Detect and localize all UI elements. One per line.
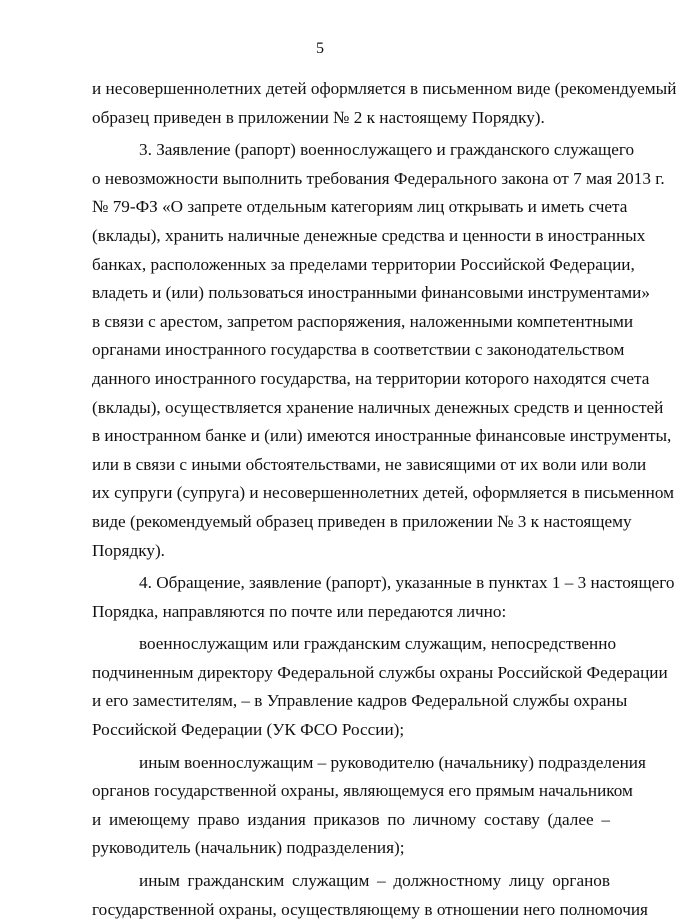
document-body xyxy=(92,75,676,924)
text-line: и его заместителям, – в Управление кадров Федеральной службы охраны xyxy=(92,691,628,711)
text-line: образец приведен в приложении № 2 к настоящему Порядку). xyxy=(92,107,545,127)
text-line: руководитель (начальник) подразделения); xyxy=(92,838,405,858)
text-line: государственной охраны, осуществляющему в отношении него полномочия xyxy=(92,899,648,919)
text-line: иным военнослужащим – руководителю (начальнику) подразделения xyxy=(139,752,646,772)
text-line: Порядка, направляются по почте или передаются лично: xyxy=(92,601,507,621)
text-line: органами иностранного государства в соответствии с законодательством xyxy=(92,340,625,360)
page-number: 5 xyxy=(316,40,324,57)
text-line: в связи с арестом, запретом распоряжения, наложенными компетентными xyxy=(92,311,634,331)
text-line: 4. Обращение, заявление (рапорт), указанные в пунктах 1 – 3 настоящего xyxy=(139,573,675,593)
text-line: военнослужащим или гражданским служащим, непосредственно xyxy=(139,634,617,654)
text-line: 3. Заявление (рапорт) военнослужащего и гражданского служащего xyxy=(139,140,635,160)
text-line: (вклады), осуществляется хранение наличных денежных средств и ценностей xyxy=(92,397,664,417)
text-line: Российской Федерации (УК ФСО России); xyxy=(92,720,405,740)
text-line: и несовершеннолетних детей оформляется в письменном виде (рекомендуемый xyxy=(92,79,676,98)
text-line: о невозможности выполнить требования Федерального закона от 7 мая 2013 г. xyxy=(92,168,665,188)
text-line: подчиненным директору Федеральной службы охраны Российской Федерации xyxy=(92,662,668,682)
text-line: и имеющему право издания приказов по личному составу (далее – xyxy=(92,809,610,829)
text-line: в иностранном банке и (или) имеются иностранные финансовые инструменты, xyxy=(92,426,672,446)
text-line: банках, расположенных за пределами территории Российской Федерации, xyxy=(92,254,635,274)
text-line: (вклады), хранить наличные денежные средства и ценности в иностранных xyxy=(92,225,646,245)
text-line: или в связи с иными обстоятельствами, не зависящими от их воли или воли xyxy=(92,454,647,474)
text-line: данного иностранного государства, на территории которого находятся счета xyxy=(92,368,650,388)
text-line: № 79-ФЗ «О запрете отдельным категориям лиц открывать и иметь счета xyxy=(92,197,628,217)
text-line: Порядку). xyxy=(92,540,165,560)
text-line: органов государственной охраны, являющемуся его прямым начальником xyxy=(92,781,633,801)
text-line: владеть и (или) пользоваться иностранными финансовыми инструментами» xyxy=(92,283,650,303)
text-line: иным гражданским служащим – должностному лицу органов xyxy=(139,871,610,891)
text-line: виде (рекомендуемый образец приведен в приложении № 3 к настоящему xyxy=(92,511,632,531)
text-line: их супруги (супруга) и несовершеннолетних детей, оформляется в письменном xyxy=(92,483,675,503)
